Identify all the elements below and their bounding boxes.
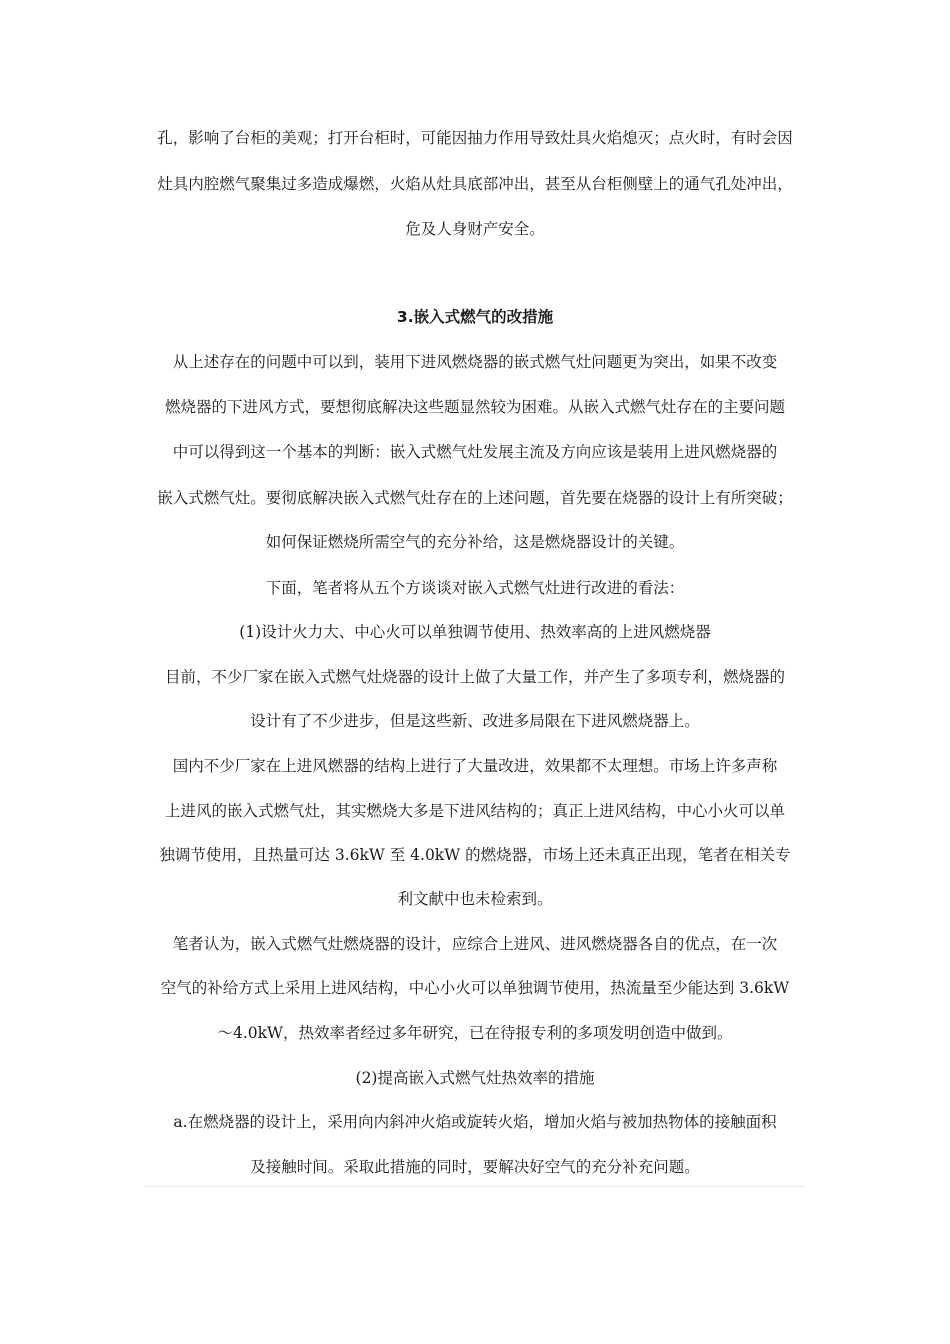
paragraph-4-line-4: 利文献中也未检索到。 — [397, 890, 553, 908]
paragraph-4-line-2: 上进风的嵌入式燃气灶，其实燃烧大多是下进风结构的；真正上进风结构，中心小火可以单 — [164, 802, 785, 820]
paragraph-4-line-1: 国内不少厂家在上进风燃器的结构上进行了大量改进，效果都不太理想。市场上许多声称 — [172, 757, 778, 775]
paragraph-3-line-2: 设计有了不少进步，但是这些新、改进多局限在下进风燃烧器上。 — [250, 712, 700, 730]
paragraph-6-line-2: 及接触时间。采取此措施的同时，要解决好空气的充分补充问题。 — [250, 1158, 700, 1176]
paragraph-5-line-2: 空气的补给方式上采用上进风结构，中心小火可以单独调节使用，热流量至少能达到 3.6kW — [160, 979, 790, 997]
paragraph-1-line-3: 危及人身财产安全。 — [405, 220, 545, 238]
paragraph-5-line-3: ～4.0kW，热效率者经过多年研究，已在待报专利的多项发明创造中做到。 — [217, 1024, 733, 1042]
section-heading: 3.嵌入式燃气的改措施 — [396, 308, 554, 326]
paragraph-2-line-3: 中可以得到这一个基本的判断：嵌入式燃气灶发展主流及方向应该是装用上进风燃烧器的 — [172, 443, 778, 461]
paragraph-3-line-1: 目前，不少厂家在嵌入式燃气灶烧器的设计上做了大量工作，并产生了多项专利，燃烧器的 — [164, 668, 785, 686]
paragraph-2-line-4: 嵌入式燃气灶。要彻底解决嵌入式燃气灶存在的上述问题，首先要在烧器的设计上有所突破； — [157, 489, 793, 507]
intro-line: 下面，笔者将从五个方谈谈对嵌入式燃气灶进行改进的看法： — [265, 579, 685, 597]
paragraph-5-line-1: 笔者认为，嵌入式燃气灶燃烧器的设计，应综合上进风、进风燃烧器各自的优点，在一次 — [172, 935, 778, 953]
paragraph-1-line-2: 灶具内腔燃气聚集过多造成爆燃，火焰从灶具底部冲出，甚至从台柜侧壁上的通气孔处冲出， — [157, 175, 793, 193]
paragraph-2-line-2: 燃烧器的下进风方式，要想彻底解决这些题显然较为困难。从嵌入式燃气灶存在的主要问题 — [164, 398, 785, 416]
paragraph-6-line-1: a.在燃烧器的设计上，采用向内斜冲火焰或旋转火焰，增加火焰与被加热物体的接触面积 — [173, 1113, 777, 1131]
paragraph-2-line-1: 从上述存在的问题中可以到，装用下进风燃烧器的嵌式燃气灶问题更为突出，如果不改变 — [172, 353, 778, 371]
paragraph-2-line-5: 如何保证燃烧所需空气的充分补给，这是燃烧器设计的关键。 — [265, 533, 685, 551]
subheading-1: (1)设计火力大、中心火可以单独调节使用、热效率高的上进风燃烧器 — [239, 623, 711, 641]
paragraph-4-line-3: 独调节使用，且热量可达 3.6kW 至 4.0kW 的燃烧器，市场上还未真正出现，笔者在相关专 — [159, 846, 791, 864]
subheading-2: (2)提高嵌入式燃气灶热效率的措施 — [355, 1069, 595, 1087]
footer-divider — [145, 1186, 805, 1187]
paragraph-1-line-1: 孔，影响了台柜的美观；打开台柜时，可能因抽力作用导致灶具火焰熄灭；点火时，有时会因 — [157, 129, 793, 147]
